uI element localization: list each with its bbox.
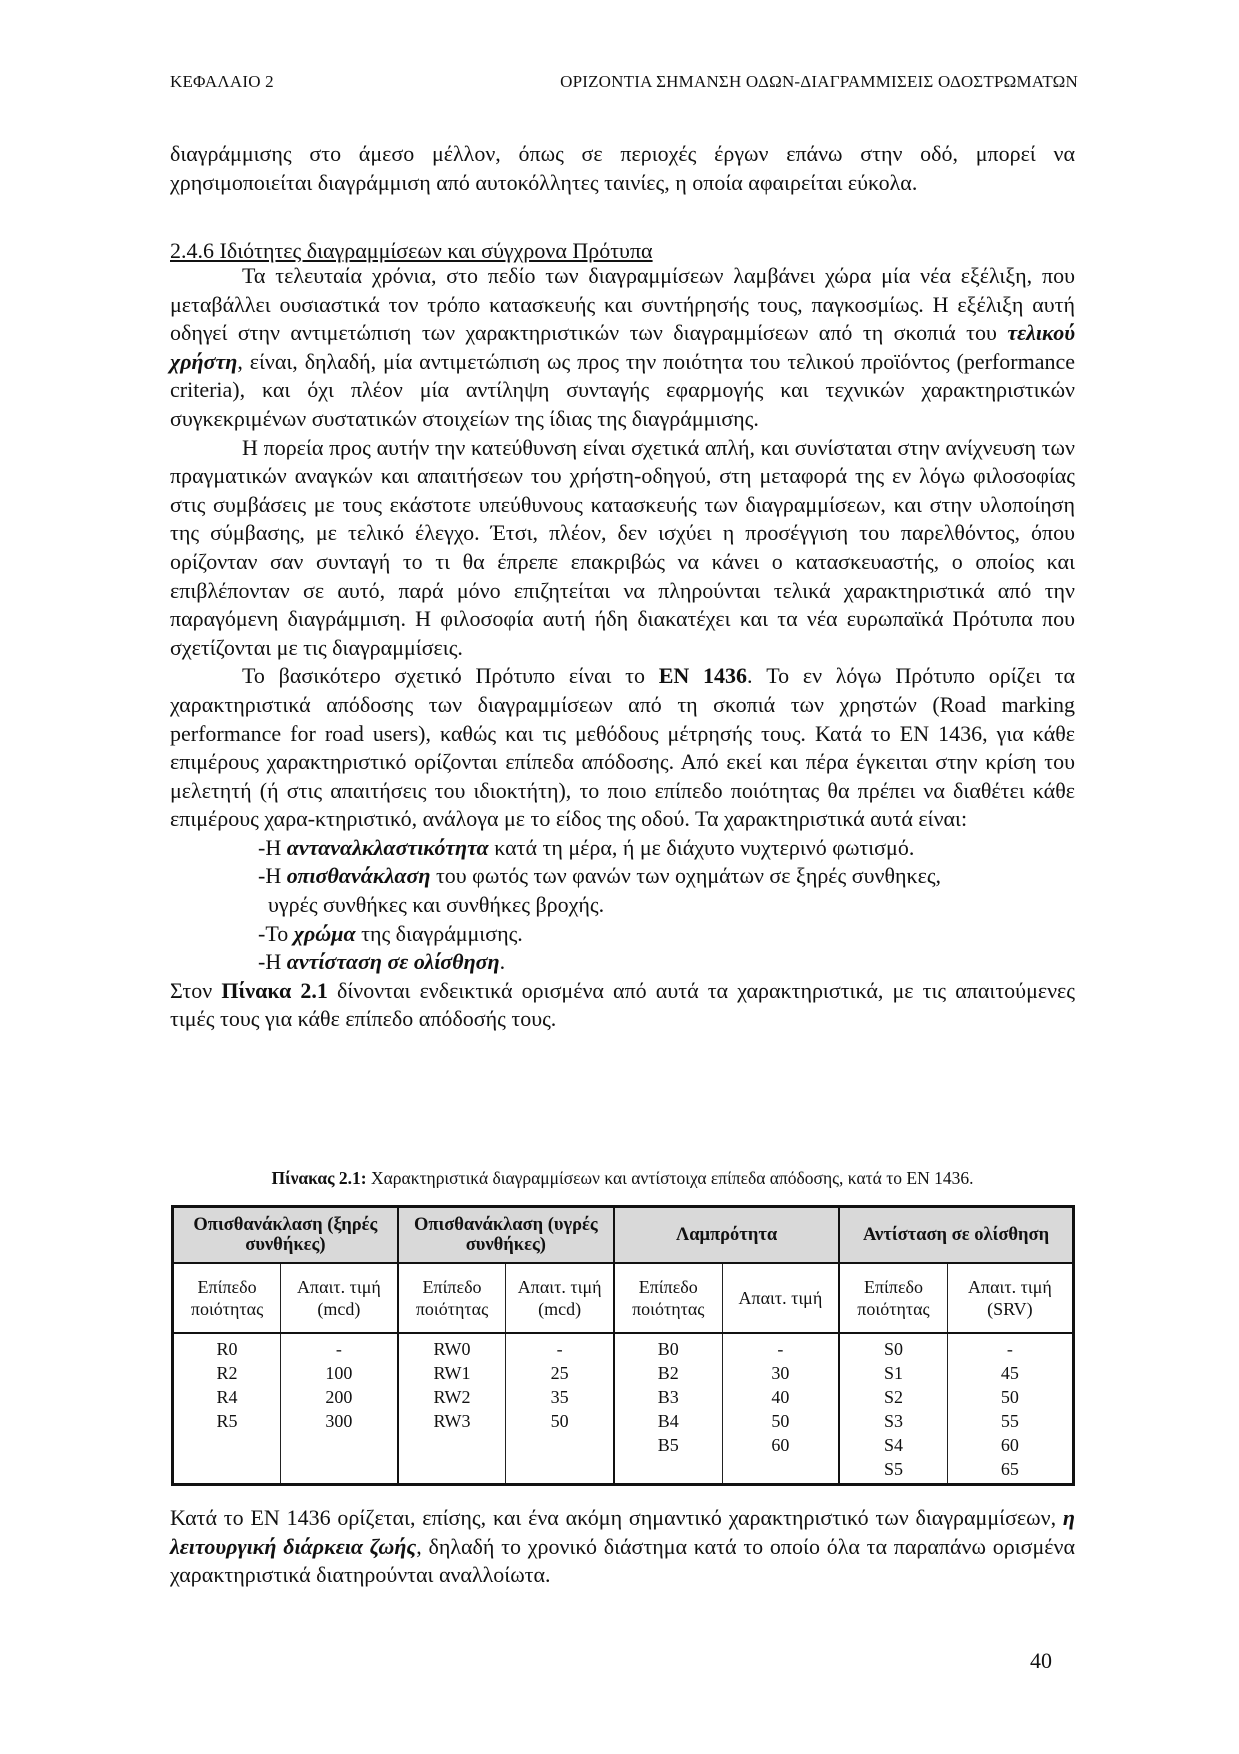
table-cell <box>281 1457 398 1485</box>
column-header: Επίπεδο ποιότητας <box>173 1263 281 1333</box>
table-cell <box>614 1457 722 1485</box>
table-cell: RW1 <box>398 1361 506 1385</box>
p3-text-b: . Το εν λόγω Πρότυπο ορίζει τα χαρακτηριστικά απόδοσης των διαγραμμίσεων από τη σκοπιά των χρηστών (Road marking performance for road users), καθώς και τις μεθόδους μέτρησής τους. Κατά το EN 1436, για κάθε επιμέρους χαρακτηριστικό ορίζονται επίπεδα απόδοσης. Από εκεί και πέρα έγκειται στην κρίση του μελετητή (ή στις απαιτήσεις του ιδιοκτήτη), το ποιο επίπεδο ποιότητας θα πρέπει να διαθέτει κάθε επιμέρους χαρα-κτηριστικό, ανάλογα με το είδος της οδού. Τα χαρακτηριστικά αυτά είναι: <box>170 663 1075 832</box>
table-cell: R0 <box>173 1333 281 1361</box>
caption-text: Χαρακτηριστικά διαγραμμίσεων και αντίστοιχα επίπεδα απόδοσης, κατά το EN 1436. <box>366 1168 974 1188</box>
bullet-prefix: -Η <box>258 834 287 860</box>
table-cell: S0 <box>839 1333 947 1361</box>
subheader-row <box>173 1263 1074 1333</box>
intro-paragraph <box>170 140 1075 197</box>
bullet-prefix: -Η <box>258 863 287 889</box>
table-cell <box>398 1433 506 1457</box>
table-caption <box>170 1168 1075 1189</box>
bullet-rest: της διαγράμμισης. <box>355 920 523 946</box>
performance-table <box>171 1205 1075 1486</box>
group-header: Αντίσταση σε ολίσθηση <box>839 1207 1073 1264</box>
table-cell: 50 <box>506 1409 614 1433</box>
column-header: Απαιτ. τιμή (SRV) <box>947 1263 1073 1333</box>
bullet-emphasis: αντίσταση σε ολίσθηση <box>286 949 500 975</box>
table-cell <box>506 1433 614 1457</box>
bullet-prefix: -Η <box>258 949 287 975</box>
table-row <box>173 1457 1074 1485</box>
table-cell: 45 <box>947 1361 1073 1385</box>
table-row <box>173 1333 1074 1361</box>
group-header: Οπισθανάκλαση (υγρές συνθήκες) <box>398 1207 614 1264</box>
chapter-label: ΚΕΦΑΛΑΙΟ 2 <box>170 72 274 91</box>
bullet-emphasis: οπισθανάκλαση <box>286 863 431 889</box>
table-cell: - <box>947 1333 1073 1361</box>
table-cell <box>281 1433 398 1457</box>
bullet-rest: κατά τη μέρα, ή με διάχυτο νυχτερινό φωτισμό. <box>488 834 915 860</box>
bullet-emphasis: ανταναλκλαστικότητα <box>286 834 489 860</box>
table-cell: S5 <box>839 1457 947 1485</box>
bullet-item <box>170 834 1075 863</box>
closing-paragraph <box>170 1504 1075 1590</box>
main-text <box>170 262 1075 1034</box>
table-row <box>173 1385 1074 1409</box>
running-title: ΟΡΙΖΟΝΤΙΑ ΣΗΜΑΝΣΗ ΟΔΩΝ-ΔΙΑΓΡΑΜΜΙΣΕΙΣ ΟΔΟΣΤΡΩΜΑΤΩΝ <box>560 72 1078 91</box>
bullet-continuation: υγρές συνθήκες και συνθήκες βροχής. <box>268 892 605 918</box>
table-cell: 200 <box>281 1385 398 1409</box>
table-cell: B4 <box>614 1409 722 1433</box>
table-row <box>173 1361 1074 1385</box>
caption-label: Πίνακας 2.1: <box>271 1168 367 1188</box>
paragraph-1 <box>170 262 1075 434</box>
table-cell: 65 <box>947 1457 1073 1485</box>
table-cell <box>398 1457 506 1485</box>
bullet-emphasis: χρώμα <box>293 920 356 946</box>
column-header: Απαιτ. τιμή <box>722 1263 839 1333</box>
table-cell: - <box>722 1333 839 1361</box>
table-cell: S4 <box>839 1433 947 1457</box>
table-row <box>173 1409 1074 1433</box>
table-cell: 50 <box>947 1385 1073 1409</box>
closing-text-a: Κατά το EN 1436 ορίζεται, επίσης, και ένα ακόμη σημαντικό χαρακτηριστικό των διαγραμμίσεων, <box>170 1505 1063 1530</box>
table-cell <box>506 1457 614 1485</box>
p4-text-b: δίνονται ενδεικτικά ορισμένα από αυτά τα χαρακτηριστικά, με τις απαιτούμενες τιμές τους για κάθε επίπεδο απόδοσής τους. <box>170 977 1076 1032</box>
table-cell: 60 <box>722 1433 839 1457</box>
table-cell: RW3 <box>398 1409 506 1433</box>
table-cell: 300 <box>281 1409 398 1433</box>
section-heading: 2.4.6 Ιδιότητες διαγραμμίσεων και σύγχρονα Πρότυπα <box>170 238 653 263</box>
table-cell: R4 <box>173 1385 281 1409</box>
table-cell: - <box>506 1333 614 1361</box>
table-cell: 35 <box>506 1385 614 1409</box>
table-cell: B5 <box>614 1433 722 1457</box>
group-header: Οπισθανάκλαση (ξηρές συνθήκες) <box>173 1207 398 1264</box>
table-cell: R2 <box>173 1361 281 1385</box>
bullet-rest: του φωτός των φανών των οχημάτων σε ξηρές συνθηκες, <box>430 863 942 889</box>
table-cell: R5 <box>173 1409 281 1433</box>
table-cell <box>173 1433 281 1457</box>
p3-bold-standard: EN 1436 <box>658 663 747 689</box>
column-header: Επίπεδο ποιότητας <box>398 1263 506 1333</box>
table-cell: 40 <box>722 1385 839 1409</box>
group-header-row <box>173 1207 1074 1264</box>
closing-text <box>170 1504 1075 1590</box>
bullet-item <box>170 920 1075 949</box>
bullet-item <box>170 948 1075 977</box>
table-cell: B0 <box>614 1333 722 1361</box>
table-cell <box>173 1457 281 1485</box>
p1-text-a: Τα τελευταία χρόνια, στο πεδίο των διαγραμμίσεων λαμβάνει χώρα μία νέα εξέλιξη, που μεταβάλλει ουσιαστικά τον τρόπο κατασκευής και συντήρησής τους, παγκοσμίως. Η εξέλιξη αυτή οδηγεί στην αντιμετώπιση των χαρακτηριστικών των διαγραμμίσεων από τη σκοπιά του <box>170 263 1075 346</box>
p1-emphasis: τελικού χρήστη <box>170 320 1075 374</box>
table-cell <box>722 1457 839 1485</box>
table-cell: - <box>281 1333 398 1361</box>
table-cell: B2 <box>614 1361 722 1385</box>
table-cell: 30 <box>722 1361 839 1385</box>
table-cell: 60 <box>947 1433 1073 1457</box>
page-number: 40 <box>1030 1648 1052 1673</box>
intro-text: διαγράμμισης στο άμεσο μέλλον, όπως σε περιοχές έργων επάνω στην οδό, μπορεί να χρησιμοποιείται διαγράμμιση από αυτοκόλλητες ταινίες, η οποία αφαιρείται εύκολα. <box>170 141 1075 195</box>
table-cell: 25 <box>506 1361 614 1385</box>
table-cell: S1 <box>839 1361 947 1385</box>
group-header: Λαμπρότητα <box>614 1207 839 1264</box>
table-cell: S2 <box>839 1385 947 1409</box>
table-cell: RW0 <box>398 1333 506 1361</box>
closing-emphasis: η λειτουργική διάρκεια ζωής <box>170 1505 1075 1559</box>
column-header: Απαιτ. τιμή (mcd) <box>506 1263 614 1333</box>
table-cell: 50 <box>722 1409 839 1433</box>
table-cell: 55 <box>947 1409 1073 1433</box>
paragraph-2: Η πορεία προς αυτήν την κατεύθυνση είναι σχετικά απλή, και συνίσταται στην ανίχνευση των πραγματικών αναγκών και απαιτήσεων του χρήστη-οδηγού, στη μεταφορά της εν λόγω φιλοσοφίας στις συμβάσεις με τους εκάστοτε υπεύθυνους κατασκευής των διαγραμμίσεων, και στην υλοποίηση της σύμβασης, με τελικό έλεγχο. Έτσι, πλέον, δεν ισχύει η προσέγγιση του παρελθόντος, όπου ορίζονταν σαν συνταγή το τι θα έπρεπε επακριβώς να κάνει ο κατασκευαστής, ο οποίος και επιβλέπονταν σε αυτό, παρά μόνο επιζητείται να πληρούνται τελικά χαρακτηριστικά από την παραγόμενη διαγράμμιση. Η φιλοσοφία αυτή ήδη διακατέχει και τα νέα ευρωπαϊκά Πρότυπα που σχετίζονται με τις διαγραμμίσεις. <box>170 434 1075 660</box>
table-cell: B3 <box>614 1385 722 1409</box>
bullet-prefix: -Το <box>258 920 294 946</box>
p1-text-b: , είναι, δηλαδή, μία αντιμετώπιση ως προς την ποιότητα του τελικού προϊόντος (performance criteria), και όχι πλέον μία αντίληψη συνταγής εφαρμογής και τεχνικών χαρακτηριστικών συγκεκριμένων συστατικών στοιχείων της ίδιας της διαγράμμισης. <box>170 348 1075 431</box>
table-cell: RW2 <box>398 1385 506 1409</box>
column-header: Απαιτ. τιμή (mcd) <box>281 1263 398 1333</box>
column-header: Επίπεδο ποιότητας <box>839 1263 947 1333</box>
closing-text-b: , δηλαδή το χρονικό διάστημα κατά το οποίο όλα τα παραπάνω ορισμένα χαρακτηριστικά διατηρούνται αναλλοίωτα. <box>170 1533 1075 1588</box>
p3-text-a: Το βασικότερο σχετικό Πρότυπο είναι το <box>242 663 659 689</box>
p4-table-ref: Πίνακα 2.1 <box>221 977 328 1003</box>
table-row <box>173 1433 1074 1457</box>
paragraph-4 <box>170 977 1075 1034</box>
bullet-item <box>170 862 1075 891</box>
table-cell: 100 <box>281 1361 398 1385</box>
running-header <box>170 72 1078 94</box>
paragraph-3 <box>170 662 1075 834</box>
bullet-rest: . <box>499 949 506 975</box>
table-cell: S3 <box>839 1409 947 1433</box>
column-header: Επίπεδο ποιότητας <box>614 1263 722 1333</box>
p4-text-a: Στον <box>170 977 222 1003</box>
